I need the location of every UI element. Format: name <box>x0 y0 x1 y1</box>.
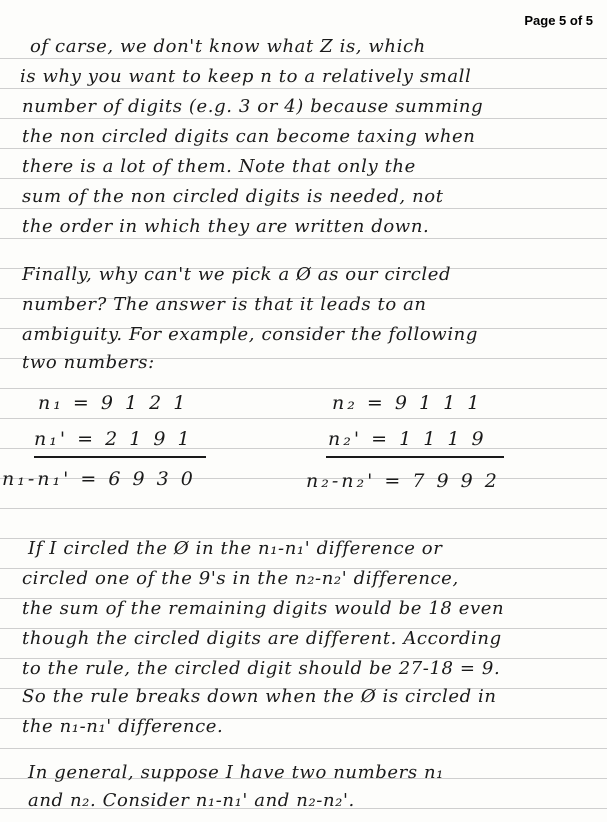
equation-n2: n₂ = 9 1 1 1 <box>332 392 483 414</box>
ruled-line <box>0 88 607 89</box>
text-line: number of digits (e.g. 3 or 4) because summing <box>22 96 484 117</box>
text-line: is why you want to keep n to a relatively small <box>20 66 472 87</box>
text-line: though the circled digits are different. According <box>22 628 502 649</box>
text-line: the sum of the remaining digits would be 18 even <box>22 598 505 619</box>
ruled-line <box>0 208 607 209</box>
text-line: of carse, we don't know what Z is, which <box>30 36 426 57</box>
text-line: In general, suppose I have two numbers n₁ <box>28 762 445 783</box>
text-line: So the rule breaks down when the Ø is circled in <box>22 686 497 707</box>
text-line: and n₂. Consider n₁-n₁' and n₂-n₂'. <box>28 790 355 811</box>
ruled-line <box>0 178 607 179</box>
ruled-line <box>0 238 607 239</box>
ruled-line <box>0 508 607 509</box>
text-line: there is a lot of them. Note that only the <box>22 156 416 177</box>
ruled-line <box>0 118 607 119</box>
ruled-line <box>0 748 607 749</box>
text-line: the non circled digits can become taxing when <box>22 126 476 147</box>
text-line: sum of the non circled digits is needed, not <box>22 186 444 207</box>
ruled-line <box>0 388 607 389</box>
equation-underline <box>326 456 504 458</box>
text-line: number? The answer is that it leads to an <box>22 294 427 315</box>
equation-n1: n₁ = 9 1 2 1 <box>38 392 189 414</box>
text-line: the n₁-n₁' difference. <box>22 716 224 737</box>
ruled-line <box>0 418 607 419</box>
text-line: Finally, why can't we pick a Ø as our circled <box>22 264 452 285</box>
text-line: circled one of the 9's in the n₂-n₂' difference, <box>22 568 459 589</box>
ruled-line <box>0 58 607 59</box>
equation-underline <box>34 456 206 458</box>
page-number-label: Page 5 of 5 <box>524 13 593 28</box>
text-line: ambiguity. For example, consider the following <box>22 324 478 345</box>
equation-n1-diff: n₁-n₁' = 6 9 3 0 <box>2 468 196 490</box>
text-line: If I circled the Ø in the n₁-n₁' difference or <box>28 538 443 559</box>
ruled-line <box>0 148 607 149</box>
equation-n2-prime: n₂' = 1 1 1 9 <box>328 428 487 450</box>
equation-n2-diff: n₂-n₂' = 7 9 9 2 <box>306 470 500 492</box>
text-line: to the rule, the circled digit should be 27-18 = 9. <box>22 658 501 679</box>
equation-n1-prime: n₁' = 2 1 9 1 <box>34 428 193 450</box>
text-line: two numbers: <box>22 352 155 373</box>
text-line: the order in which they are written down. <box>22 216 430 237</box>
